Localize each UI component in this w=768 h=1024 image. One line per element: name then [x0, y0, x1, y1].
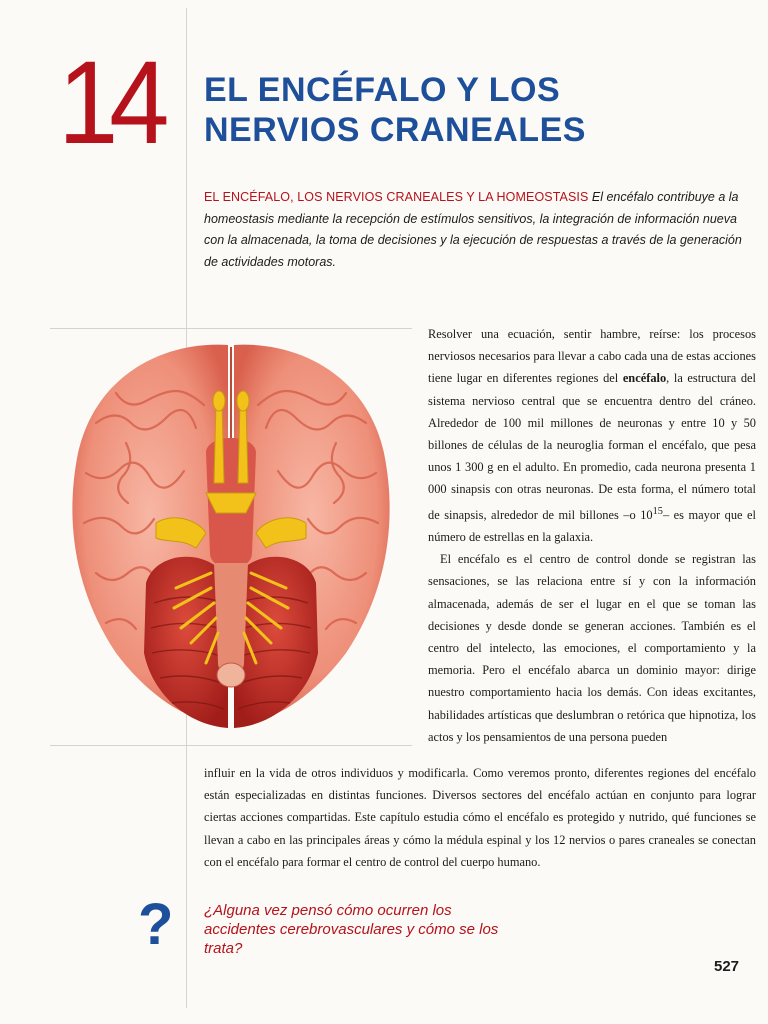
term-encefalo: encéfalo	[622, 371, 667, 386]
intro-text: El encéfalo contribuye a la homeostasis mediante la recepción de estímulos sensitivos, la integración de información nueva con la almacenada, la toma de decisiones y la ejecución de respuestas a través de la generación de actividades motoras.	[204, 190, 742, 269]
chapter-title	[204, 70, 724, 150]
brain-inferior-view-illustration	[56, 333, 406, 743]
chapter-title-line-1: EL ENCÉFALO Y LOS	[204, 71, 561, 109]
paragraph-2: El encéfalo es el centro de control donde se registran las sensaciones, se las relaciona entre sí y con la información almacenada, además de ser el lugar en el que se toman las decisiones y desde donde se generan acciones. También es el centro del intelecto, las emociones, el comportamiento y la memoria. Pero el encéfalo abarca un dominio mayor: dirige nuestro comportamiento hacia los demás. Con ideas excitantes, habilidades artísticas que deslumbran o retórica que hipnotiza, los actos y los pensamientos de una persona pueden	[428, 552, 756, 744]
chapter-number: 14	[58, 37, 161, 169]
paragraph-1-part-b: , la estructura del sistema nervioso central que se encuentra dentro del cráneo. Alrededor de 100 mil millones de neuronas y entre 10 y 50 billones de células de la neuroglia forman el encéfalo, que pesa unos 1 300 g en el adulto. En promedio, cada neurona presenta 1 000 sinapsis con otras neuronas. De esta forma, el número total de sinapsis, alrededor de mil billones –o 10	[428, 371, 757, 522]
chapter-title-line-2: NERVIOS CRANEALES	[204, 111, 586, 149]
page-number: 527	[714, 958, 740, 975]
body-text-column	[428, 323, 756, 748]
exponent: 15	[652, 505, 663, 517]
paragraph-1-part-c: – es mayor que el número de estrellas en la galaxia.	[428, 507, 756, 544]
intro-lead: EL ENCÉFALO, LOS NERVIOS CRANEALES Y LA HOMEOSTASIS	[204, 190, 589, 204]
chapter-intro	[204, 187, 744, 273]
paragraph-1	[428, 323, 756, 548]
paragraph-2-continuation: influir en la vida de otros individuos y modificarla. Como veremos pronto, diferentes regiones del encéfalo están especializadas en distintas funciones. Diversos sectores del encéfalo actúan en conjunto para lograr ciertas acciones compartidas. Este capítulo estudia cómo el encéfalo es protegido y nutrido, qué funciones se llevan a cabo en las principales áreas y cómo la médula espinal y los 12 nervios o pares craneales se conectan con el encéfalo para formar el centro de control del cuerpo humano.	[204, 766, 756, 869]
paragraph-1-part-a: Resolver una ecuación, sentir hambre, reírse: los procesos nerviosos necesarios para llevar a cabo cada una de estas acciones tiene lugar en diferentes regiones del	[428, 327, 756, 386]
brain-figure	[50, 328, 412, 746]
chapter-question: ¿Alguna vez pensó cómo ocurren los accidentes cerebrovasculares y cómo se los trata?	[204, 902, 499, 957]
question-mark-icon: ?	[138, 892, 174, 957]
